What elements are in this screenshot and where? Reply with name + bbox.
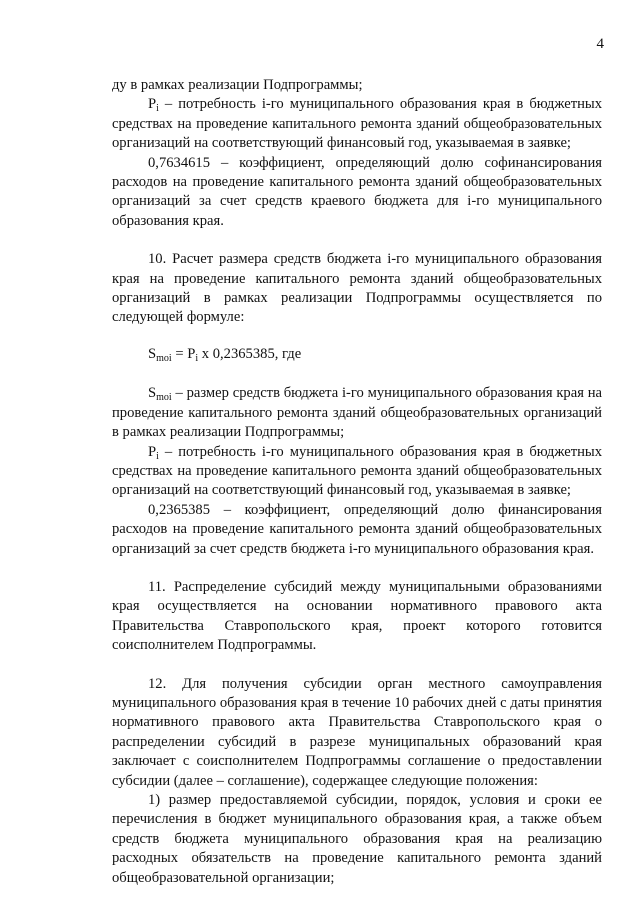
document-body <box>112 76 602 888</box>
formula-mid: = P <box>171 345 196 362</box>
pi-subscript: i <box>156 103 159 115</box>
pi-definition-2 <box>112 443 602 501</box>
pi-definition-text-2: – потребность i-го муниципального образования края в бюджетных средствах на проведение капитального ремонта зданий общеобразовательных организаций на соответствующий финансовый год, указываемая в заявке; <box>112 443 602 499</box>
item-12-subpoint-1: 1) размер предоставляемой субсидии, порядок, условия и сроки ее перечисления в бюджет муниципального образования края, а также объем средств бюджета муниципального образования края на реализацию расходных обязательств на проведение капитального ремонта зданий общеобразовательной организации; <box>112 792 602 886</box>
pi-symbol: P <box>148 96 157 113</box>
smoi-definition <box>112 384 602 442</box>
formula <box>112 345 602 364</box>
item-12: 12. Для получения субсидии орган местного самоуправления муниципального образования края в течение 10 рабочих дней с даты принятия нормативного правового акта Правительства Ставропольского края о распределении субсидий в разрезе муниципальных образований края заключает с соисполнителем Подпрограммы соглашение о предоставлении субсидии (далее – соглашение), содержащее следующие положения: <box>112 675 602 789</box>
formula-mid-sub: i <box>195 352 199 364</box>
formula-left: S <box>148 345 157 362</box>
pi-definition <box>112 95 602 153</box>
coefficient-definition-2: 0,2365385 – коэффициент, определяющий долю финансирования расходов на проведение капитального ремонта зданий общеобразовательных организаций за счет средств бюджета i-го муниципального образования края. <box>112 501 602 557</box>
smoi-subscript: moi <box>156 392 172 404</box>
formula-left-sub: moi <box>156 352 172 364</box>
coefficient-definition: 0,7634615 – коэффициент, определяющий долю софинансирования расходов на проведение капитального ремонта зданий общеобразовательных организаций за счет средств краевого бюджета для i-го муниципального образования края. <box>112 154 602 229</box>
continuation-line: ду в рамках реализации Подпрограммы; <box>112 77 363 93</box>
pi-symbol-2: P <box>148 443 157 460</box>
pi-subscript-2: i <box>156 450 159 462</box>
smoi-definition-text: – размер средств бюджета i-го муниципального образования края на проведение капитального ремонта зданий общеобразовательных организаций в рамках реализации Подпрограммы; <box>112 385 602 441</box>
item-11: 11. Распределение субсидий между муниципальными образованиями края осуществляется на основании нормативного правового акта Правительства Ставропольского края, проект которого готовится соисполнителем Подпрограммы. <box>112 578 602 654</box>
smoi-symbol: S <box>148 385 157 402</box>
pi-definition-text: – потребность i-го муниципального образования края в бюджетных средствах на проведение капитального ремонта зданий общеобразовательных организаций на соответствующий финансовый год, указываемая в заявке; <box>112 96 602 152</box>
item-10: 10. Расчет размера средств бюджета i-го муниципального образования края на проведение капитального ремонта зданий общеобразовательных организаций в рамках реализации Подпрограммы осуществляется по следующей формуле: <box>112 251 602 326</box>
page-number: 4 <box>596 36 604 52</box>
formula-right: x 0,2365385, где <box>198 345 302 362</box>
